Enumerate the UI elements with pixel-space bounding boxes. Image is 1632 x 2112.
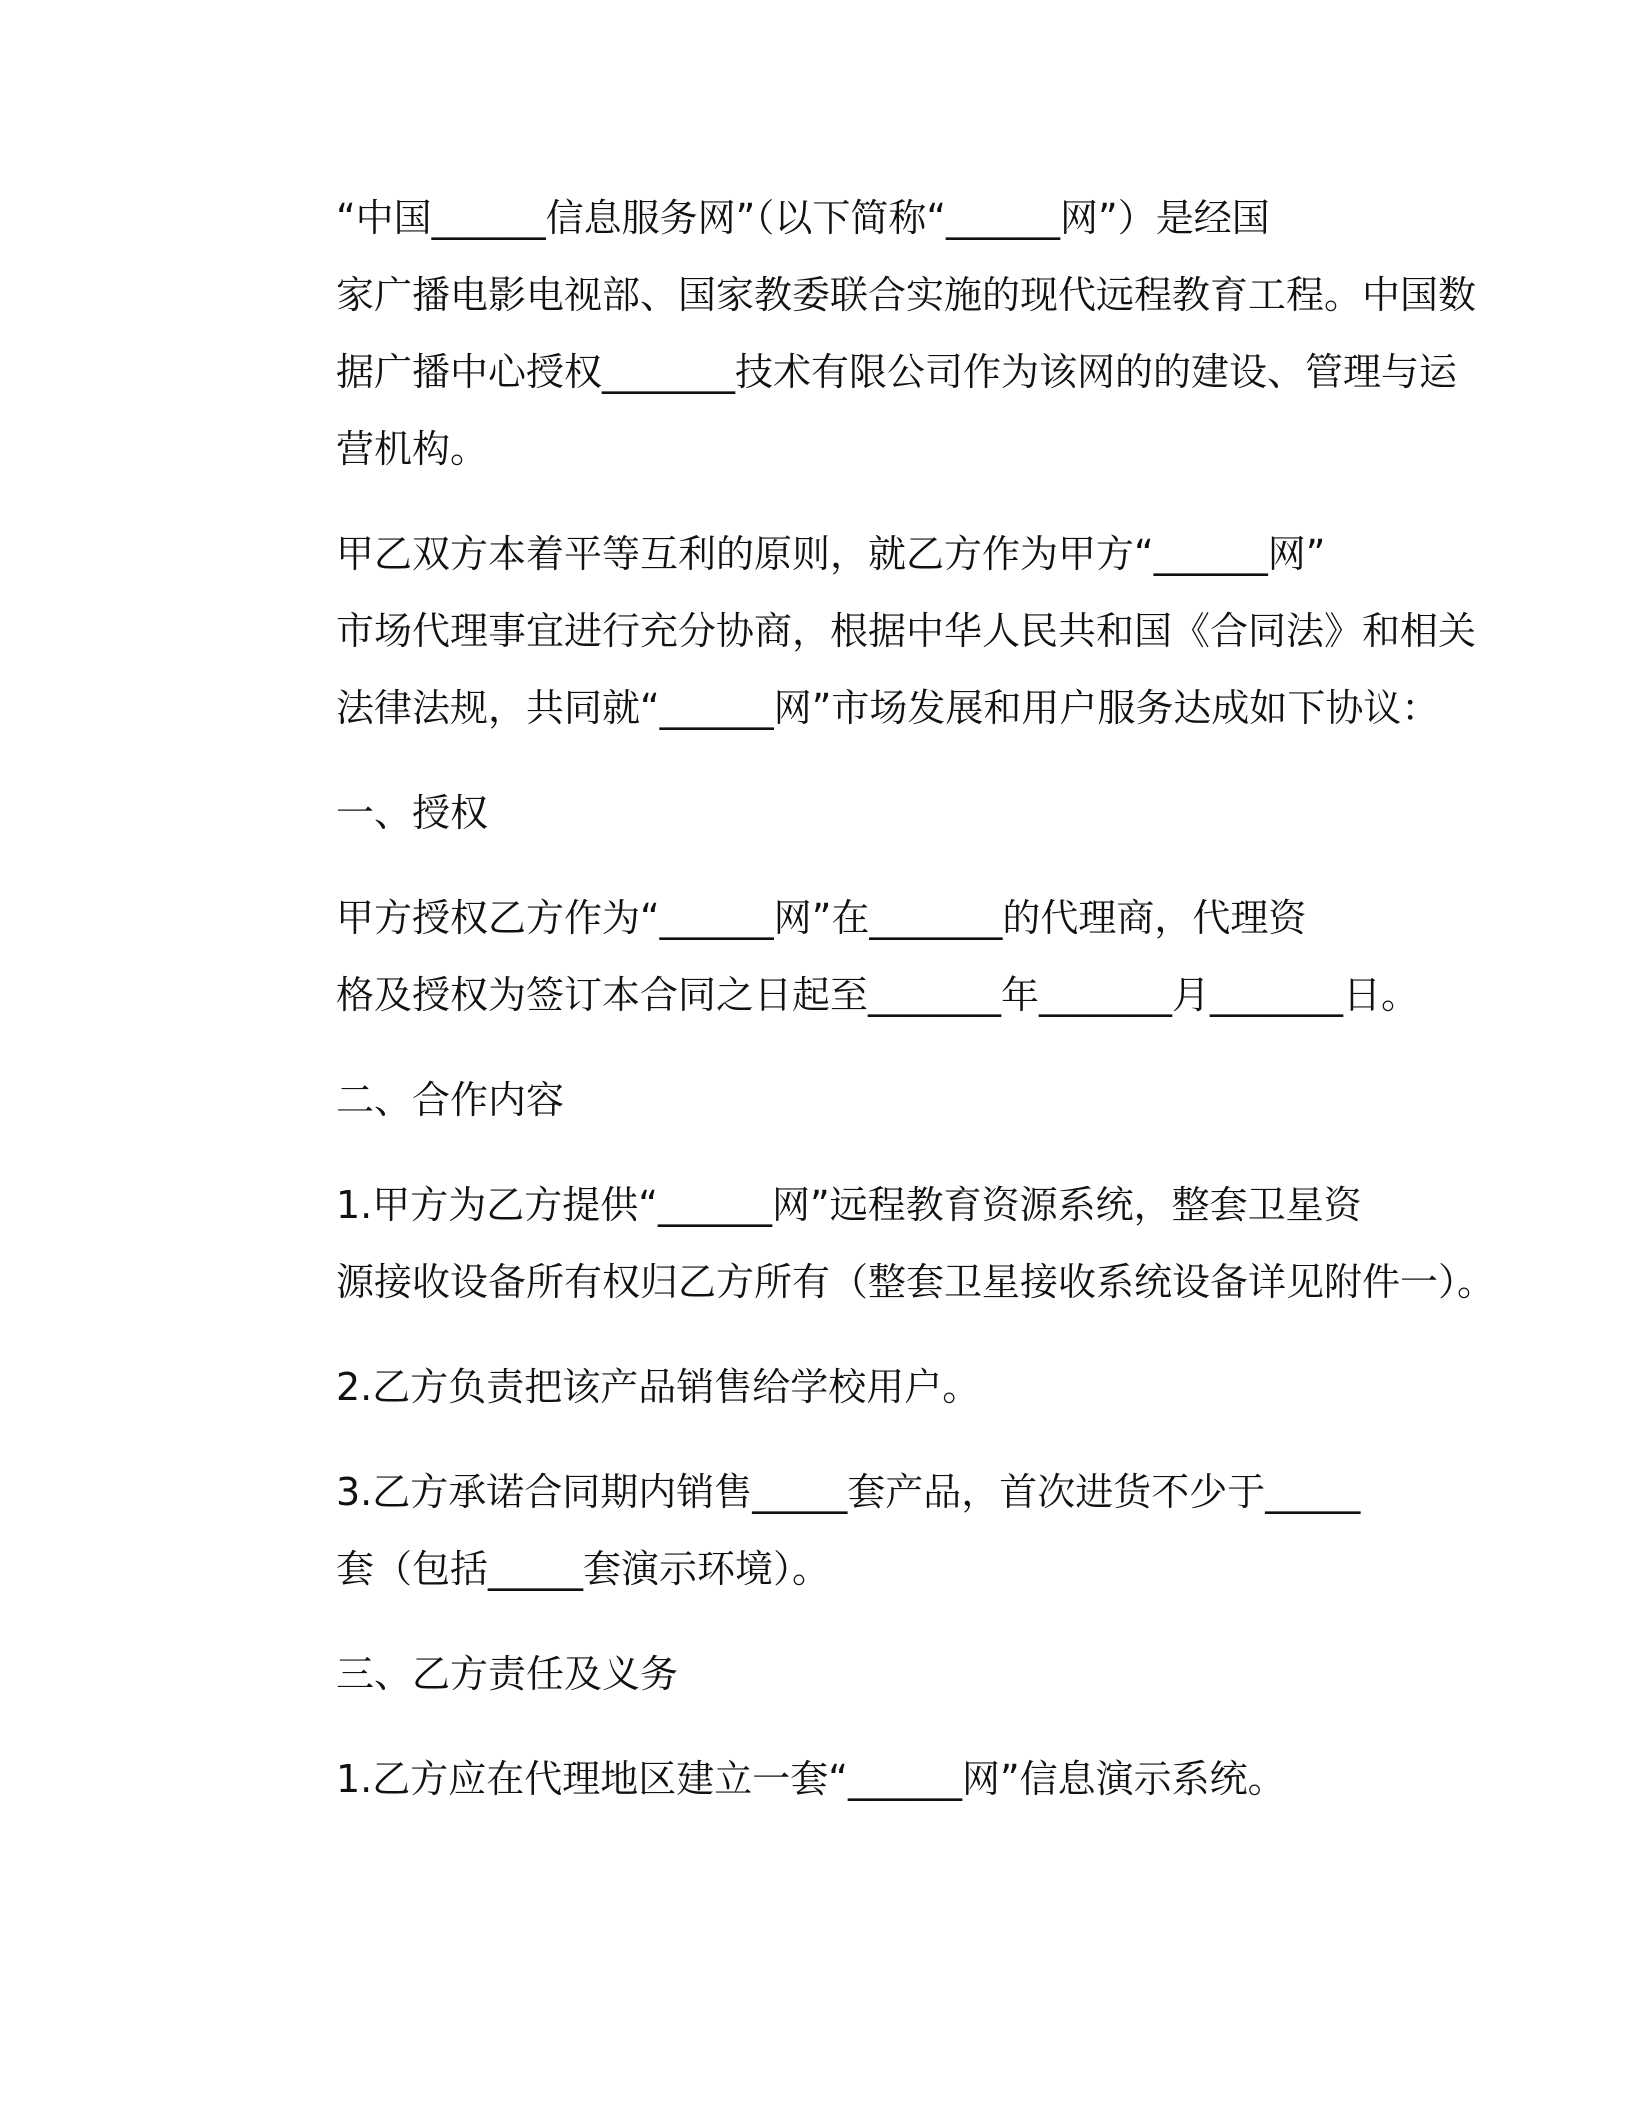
text-line: 3.乙方承诺合同期内销售_____套产品，首次进货不少于_____	[336, 1470, 1361, 1514]
paragraph-cooperation-3	[240, 1454, 1380, 1608]
text-line: 家广播电影电视部、国家教委联合实施的现代远程教育工程。中国数	[336, 273, 1477, 317]
text-line: 1.乙方应在代理地区建立一套“______网”信息演示系统。	[336, 1757, 1286, 1801]
section-heading-obligations	[240, 1636, 1380, 1713]
paragraph-cooperation-2	[240, 1349, 1380, 1426]
paragraph-authorization	[240, 880, 1420, 1034]
text-line: 1.甲方为乙方提供“______网”远程教育资源系统，整套卫星资	[336, 1183, 1362, 1227]
paragraph-intro	[240, 180, 1477, 488]
heading-text: 三、乙方责任及义务	[336, 1652, 679, 1696]
heading-text: 一、授权	[336, 791, 489, 835]
document-body	[240, 180, 1496, 1846]
paragraph-agreement	[240, 516, 1477, 747]
text-line: 甲乙双方本着平等互利的原则，就乙方作为甲方“______网”	[336, 532, 1326, 576]
section-heading-authorization	[240, 775, 1380, 852]
text-line: 市场代理事宜进行充分协商，根据中华人民共和国《合同法》和相关	[336, 609, 1477, 653]
text-line: 格及授权为签订本合同之日起至_______年_______月_______日。	[336, 973, 1420, 1017]
text-line: 甲方授权乙方作为“______网”在_______的代理商，代理资	[336, 896, 1307, 940]
section-heading-cooperation	[240, 1062, 1380, 1139]
text-line: “中国______信息服务网”（以下简称“______网”）是经国	[336, 196, 1270, 240]
paragraph-obligations-1	[240, 1741, 1380, 1818]
text-line: 2.乙方负责把该产品销售给学校用户。	[336, 1365, 981, 1409]
text-line: 套（包括_____套演示环境）。	[336, 1547, 831, 1591]
heading-text: 二、合作内容	[336, 1078, 565, 1122]
text-line: 源接收设备所有权归乙方所有（整套卫星接收系统设备详见附件一）。	[336, 1260, 1496, 1304]
paragraph-cooperation-1	[240, 1167, 1496, 1321]
text-line: 法律法规，共同就“______网”市场发展和用户服务达成如下协议：	[336, 686, 1440, 730]
text-line: 营机构。	[336, 427, 489, 471]
text-line: 据广播中心授权_______技术有限公司作为该网的的建设、管理与运	[336, 350, 1458, 394]
